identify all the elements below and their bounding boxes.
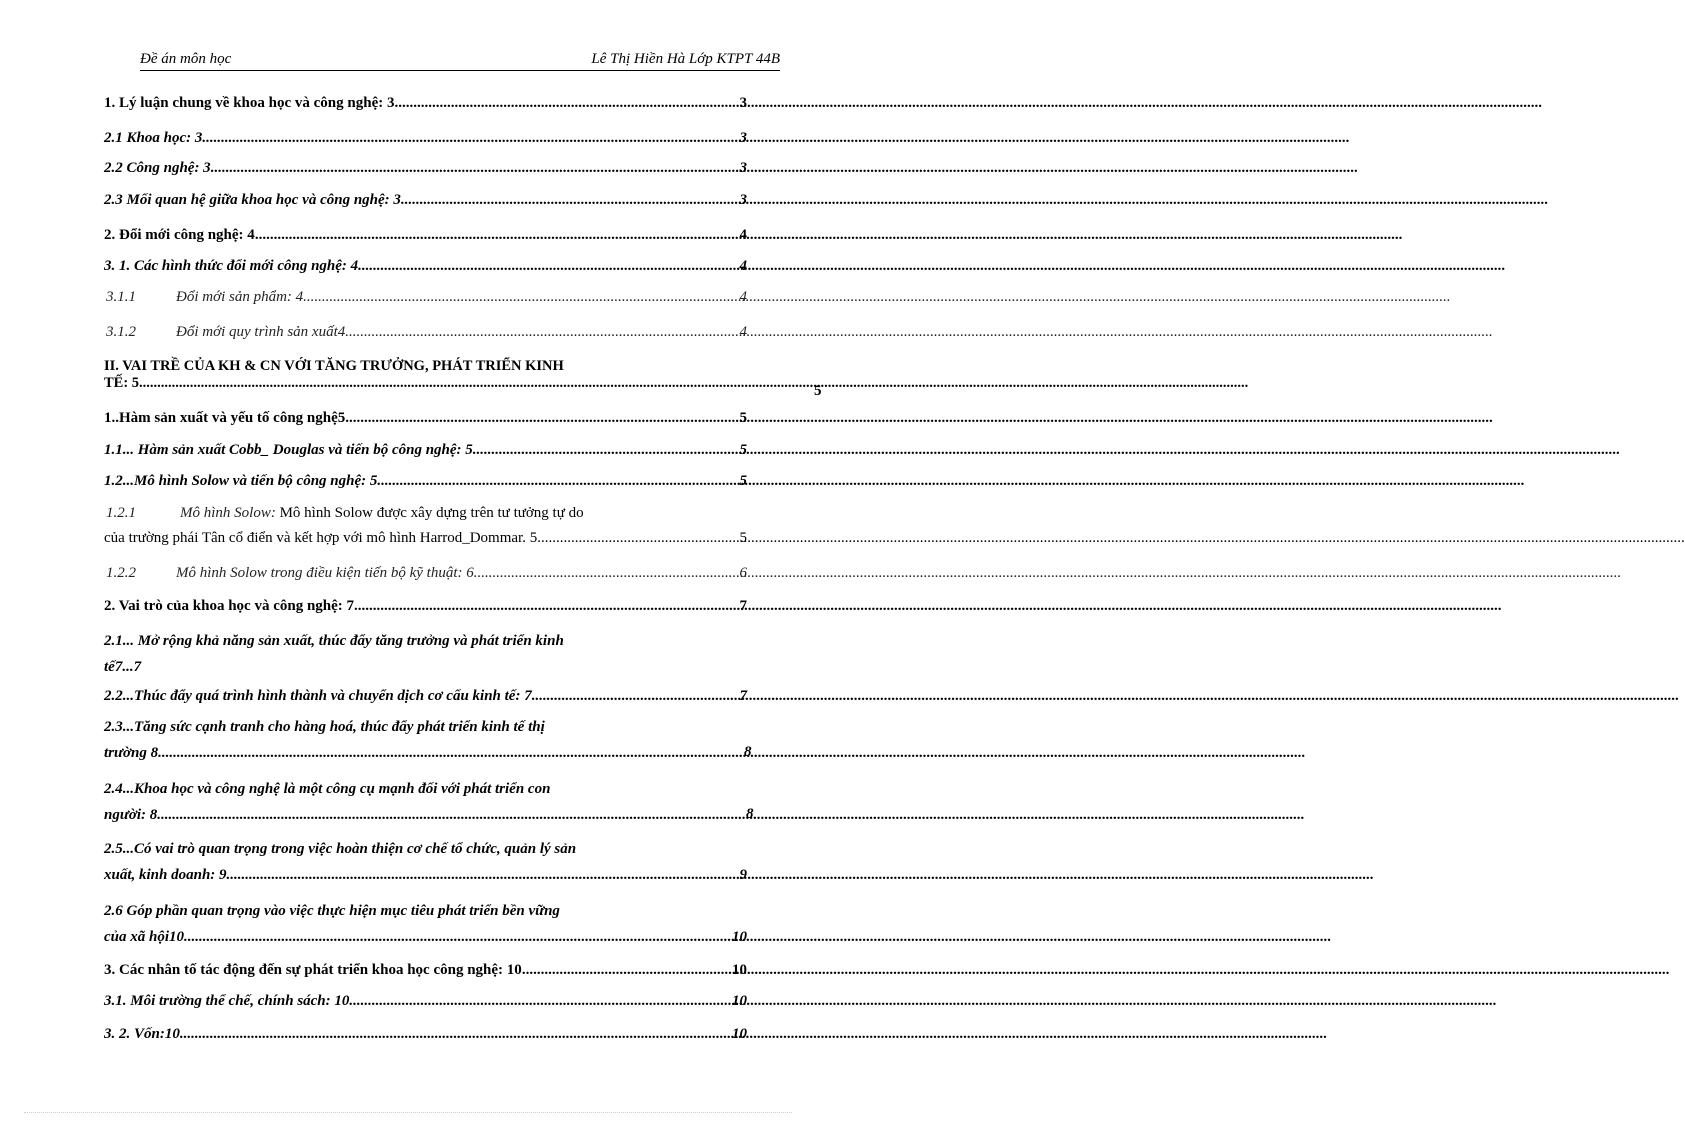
- toc-entry[interactable]: II. VAI TRỀ CỦA KH & CN VỚI TĂNG TRƯỞNG, PHÁT TRIỂN KINH TẾ: 5 .....: [104, 358, 747, 392]
- toc-entry[interactable]: 1.1... Hàm sản xuất Cobb_ Douglas và tiến bộ công nghệ: 5 ..... 5: [104, 442, 747, 459]
- toc-entry[interactable]: 3.1.2 Đổi mới quy trình sản xuất4 ..... 4: [104, 324, 747, 341]
- toc-entry[interactable]: 1.2...Mô hình Solow và tiến bộ công nghệ: 5 ..... 5: [104, 473, 747, 490]
- toc-entry-page: 8: [744, 744, 752, 760]
- toc-entry[interactable]: 2.5...Có vai trò quan trọng trong việc hoàn thiện cơ chế tổ chức, quản lý sản xuất, kinh doanh: 9 ..... 9: [104, 836, 747, 888]
- toc-entry[interactable]: 3. 2. Vốn:10 ..... 10: [104, 1026, 747, 1043]
- header-course: Đề án môn học: [140, 51, 232, 67]
- toc-entry[interactable]: 2.3...Tăng sức cạnh tranh cho hàng hoá, thúc đẩy phát triển kinh tế thị trường 8 .....: [104, 714, 747, 766]
- toc-entry[interactable]: 2.2 Công nghệ: 3 ..... 3: [104, 160, 747, 177]
- header-author: Lê Thị Hiền Hà Lớp KTPT 44B: [591, 51, 780, 67]
- toc-entry[interactable]: 3. Các nhân tố tác động đến sự phát triển khoa học công nghệ: 10 ..... 10: [104, 962, 747, 979]
- toc-entry[interactable]: 3. 1. Các hình thức đổi mới công nghệ: 4 ..... 4: [104, 258, 747, 275]
- toc-entry[interactable]: 1.2.2 Mô hình Solow trong điều kiện tiến bộ kỹ thuật: 6 ..... 6: [104, 565, 747, 582]
- toc-entry-page: 8: [746, 806, 754, 822]
- toc-entry[interactable]: 2.4...Khoa học và công nghệ là một công cụ mạnh đối với phát triển con người: 8 .....: [104, 776, 747, 828]
- toc-entry[interactable]: 2.3 Mối quan hệ giữa khoa học và công nghệ: 3 ..... 3: [104, 192, 747, 209]
- toc-entry-page: 5: [814, 383, 822, 399]
- toc-entry[interactable]: 2. Vai trò của khoa học và công nghệ: 7 ..... 7: [104, 598, 747, 615]
- page-header: [140, 50, 780, 71]
- toc-entry[interactable]: 2.6 Góp phần quan trọng vào việc thực hiện mục tiêu phát triển bền vững của xã hội10 ..... 10: [104, 898, 747, 950]
- toc-entry[interactable]: 2.1 Khoa học: 3 ..... 3: [104, 130, 747, 147]
- toc-entry[interactable]: 3.1. Môi trường thể chế, chính sách: 10 ..... 10: [104, 993, 747, 1010]
- toc-entry[interactable]: 2.1... Mở rộng khả năng sản xuất, thúc đẩy tăng trưởng và phát triển kinh tế7...7: [104, 633, 564, 675]
- toc-entry[interactable]: 2.2...Thúc đẩy quá trình hình thành và chuyển dịch cơ cấu kinh tế: 7 ..... 7: [104, 688, 747, 705]
- toc-entry[interactable]: 1.2.1 Mô hình Solow: Mô hình Solow được xây dựng trên tư tưởng tự do của trường phái Tân cổ điển và kết hợp với mô hình Harrod_Dommar. 5 ..... 5: [104, 501, 747, 551]
- toc-entry[interactable]: 1. Lý luận chung về khoa học và công nghệ: 3 ..... 3: [104, 95, 747, 112]
- toc-entry[interactable]: 2. Đổi mới công nghệ: 4 ..... 4: [104, 227, 747, 244]
- toc-entry[interactable]: 3.1.1 Đổi mới sản phẩm: 4 ..... 4: [104, 289, 747, 306]
- toc-entry[interactable]: 1..Hàm sản xuất và yếu tố công nghệ5 ..... 5: [104, 410, 747, 427]
- page-bottom-divider: [24, 1112, 792, 1114]
